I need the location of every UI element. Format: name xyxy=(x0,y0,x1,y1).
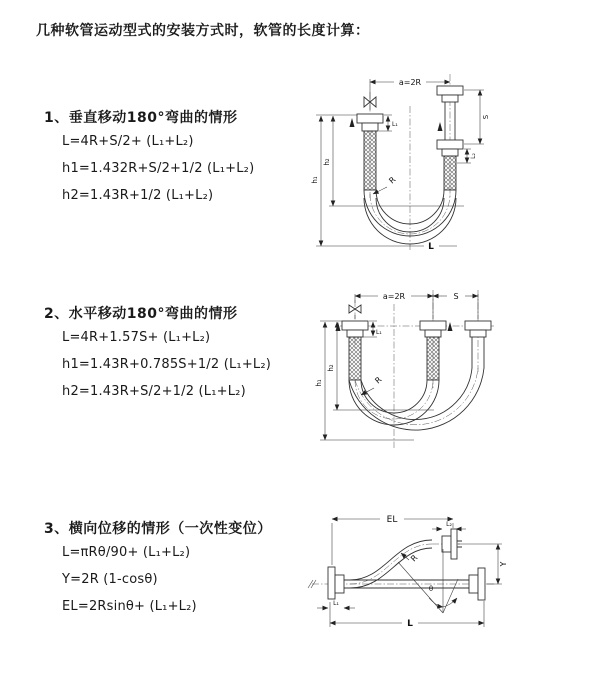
angle-label-theta: θ xyxy=(428,585,434,593)
length-label-L: L xyxy=(407,619,413,629)
dim-label-a2R: a=2R xyxy=(398,78,422,87)
dim-label-h1: h₁ xyxy=(315,379,323,387)
section-2-formula-h1: h1=1.43R+0.785S+1/2 (L₁+L₂) xyxy=(62,357,272,372)
right-flange-upper xyxy=(451,529,457,559)
radius-label-R: R xyxy=(409,553,420,564)
braided-hose-middle xyxy=(427,337,439,380)
section-3-formula-Y: Y=2R (1-cosθ) xyxy=(62,572,158,587)
dim-label-h2: h₂ xyxy=(327,364,335,372)
right-flange-upper xyxy=(437,86,463,95)
dim-label-L1: L₁ xyxy=(333,600,339,607)
diagram-lateral-displacement xyxy=(300,505,585,640)
motion-arrow-left xyxy=(336,322,341,331)
motion-arrow-middle xyxy=(448,322,453,331)
length-label-L: L xyxy=(428,242,434,252)
dim-label-L2: L₂ xyxy=(446,521,452,528)
dimensions xyxy=(315,292,478,440)
right-flange-lower xyxy=(437,140,463,149)
section-3-formula-L: L=πRθ/90+ (L₁+L₂) xyxy=(62,545,191,560)
diagram-vertical-bend xyxy=(312,72,560,262)
left-flange xyxy=(342,321,368,330)
dim-label-S: S xyxy=(482,114,490,120)
section-1-formula-h1: h1=1.432R+S/2+1/2 (L₁+L₂) xyxy=(62,161,255,176)
hose-assembly xyxy=(350,86,464,244)
braided-hose-left xyxy=(349,337,361,380)
dim-label-EL: EL xyxy=(386,515,398,525)
radius-label-R: R xyxy=(373,375,384,386)
dim-label-L1: L₁ xyxy=(376,329,382,336)
diagram-vertical-bend-drawing xyxy=(312,72,560,262)
section-3-formula-EL: EL=2Rsinθ+ (L₁+L₂) xyxy=(62,599,197,614)
right-flange-moved xyxy=(465,321,491,330)
dim-label-L2: L₂ xyxy=(470,153,477,159)
hose-assembly xyxy=(336,305,492,430)
page-title: 几种软管运动型式的安装方式时，软管的长度计算： xyxy=(36,23,370,39)
section-2-heading: 2、水平移动180°弯曲的情形 xyxy=(44,306,238,322)
diagram-lateral-displacement-drawing xyxy=(300,505,585,640)
radius-label-R: R xyxy=(387,175,398,186)
dim-label-h1: h₁ xyxy=(311,176,319,184)
dimensions xyxy=(311,78,490,252)
hose-assembly xyxy=(308,529,485,600)
motion-arrow-up-right xyxy=(438,122,443,131)
braided-hose-right xyxy=(444,156,456,190)
hose-curved-position xyxy=(350,540,432,580)
section-1-heading: 1、垂直移动180°弯曲的情形 xyxy=(44,110,238,126)
section-2-formula-L: L=4R+1.57S+ (L₁+L₂) xyxy=(62,330,211,345)
motion-arrow-up-left xyxy=(350,118,355,127)
left-flange xyxy=(328,567,335,599)
diagram-horizontal-bend xyxy=(316,288,571,458)
section-3-heading: 3、横向位移的情形（一次性变位） xyxy=(44,521,272,537)
section-1-formula-L: L=4R+S/2+ (L₁+L₂) xyxy=(62,134,194,149)
middle-flange xyxy=(420,321,446,330)
dim-label-h2: h₂ xyxy=(323,158,331,166)
left-flange xyxy=(357,114,383,123)
dim-label-a2R: a=2R xyxy=(382,292,406,301)
braided-hose-left xyxy=(364,131,376,190)
right-flange-lower xyxy=(478,568,485,600)
section-1-formula-h2: h2=1.43R+1/2 (L₁+L₂) xyxy=(62,188,214,203)
section-2-formula-h2: h2=1.43R+S/2+1/2 (L₁+L₂) xyxy=(62,384,246,399)
dim-label-Y: Y xyxy=(499,561,508,567)
dim-label-S: S xyxy=(453,292,459,301)
centerlines xyxy=(340,290,494,448)
dim-label-L1: L₁ xyxy=(392,121,398,128)
diagram-horizontal-bend-drawing xyxy=(316,288,571,458)
